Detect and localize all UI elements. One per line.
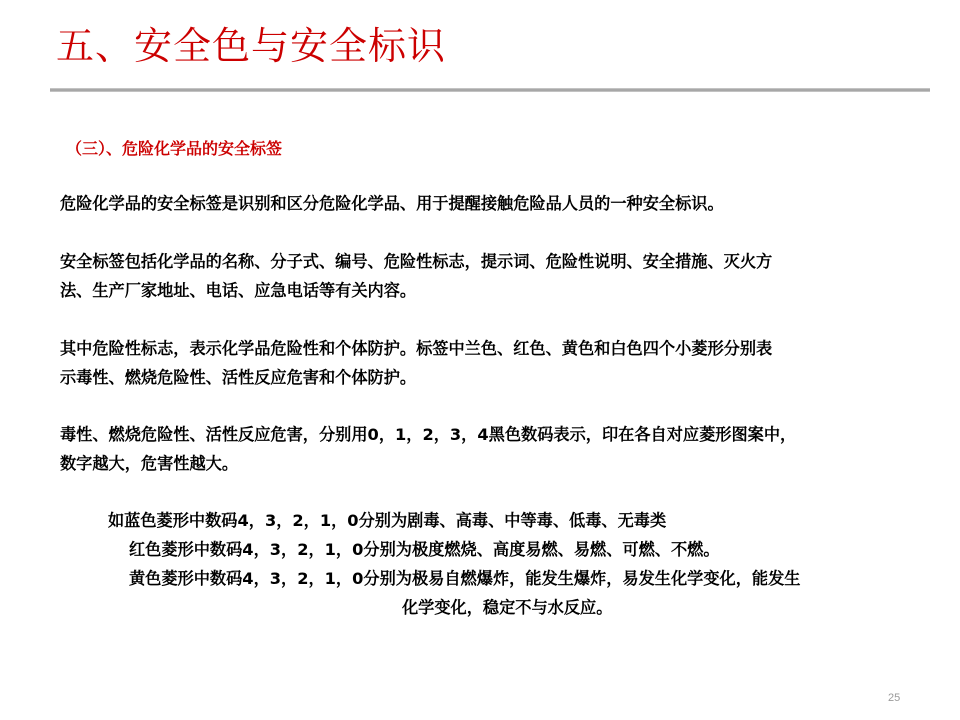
paragraph-line: 安全标签包括化学品的名称、分子式、编号、危险性标志，提示词、危险性说明、安全措施、灭火方 (60, 252, 773, 271)
item-red-diamond: 红色菱形中数码4，3，2，1，0分别为极度燃烧、高度易燃、易燃、可燃、不燃。 (129, 540, 720, 559)
item-blue-diamond: 如蓝色菱形中数码4，3，2，1，0分别为剧毒、高毒、中等毒、低毒、无毒类 (108, 511, 667, 530)
item-yellow-diamond-continued: 化学变化，稳定不与水反应。 (402, 598, 613, 617)
paragraph-line: 其中危险性标志，表示化学品危险性和个体防护。标签中兰色、红色、黄色和白色四个小菱形分别表 (60, 339, 773, 358)
paragraph-line: 示毒性、燃烧危险性、活性反应危害和个体防护。 (60, 368, 417, 387)
title-divider (50, 88, 930, 92)
slide-title: 五、安全色与安全标识 (56, 24, 447, 68)
paragraph-definition (60, 189, 950, 218)
paragraph-line: 毒性、燃烧危险性、活性反应危害，分别用0，1，2，3，4黑色数码表示，印在各自对应菱形图案中， (60, 425, 797, 444)
paragraph-line: 危险化学品的安全标签是识别和区分危险化学品、用于提醒接触危险品人员的一种安全标识。 (60, 194, 724, 213)
paragraph-hazard-symbol (60, 334, 950, 392)
paragraph-line: 法、生产厂家地址、电话、应急电话等有关内容。 (60, 281, 417, 300)
section-heading: （三）、危险化学品的安全标签 (66, 139, 283, 158)
paragraph-line: 数字越大，危害性越大。 (60, 454, 239, 473)
paragraph-label-contents (60, 247, 950, 305)
paragraph-hazard-numbers (60, 420, 950, 478)
page-number: 25 (888, 692, 901, 704)
item-yellow-diamond: 黄色菱形中数码4，3，2，1，0分别为极易自燃爆炸，能发生爆炸，易发生化学变化，能发生 (129, 569, 801, 588)
